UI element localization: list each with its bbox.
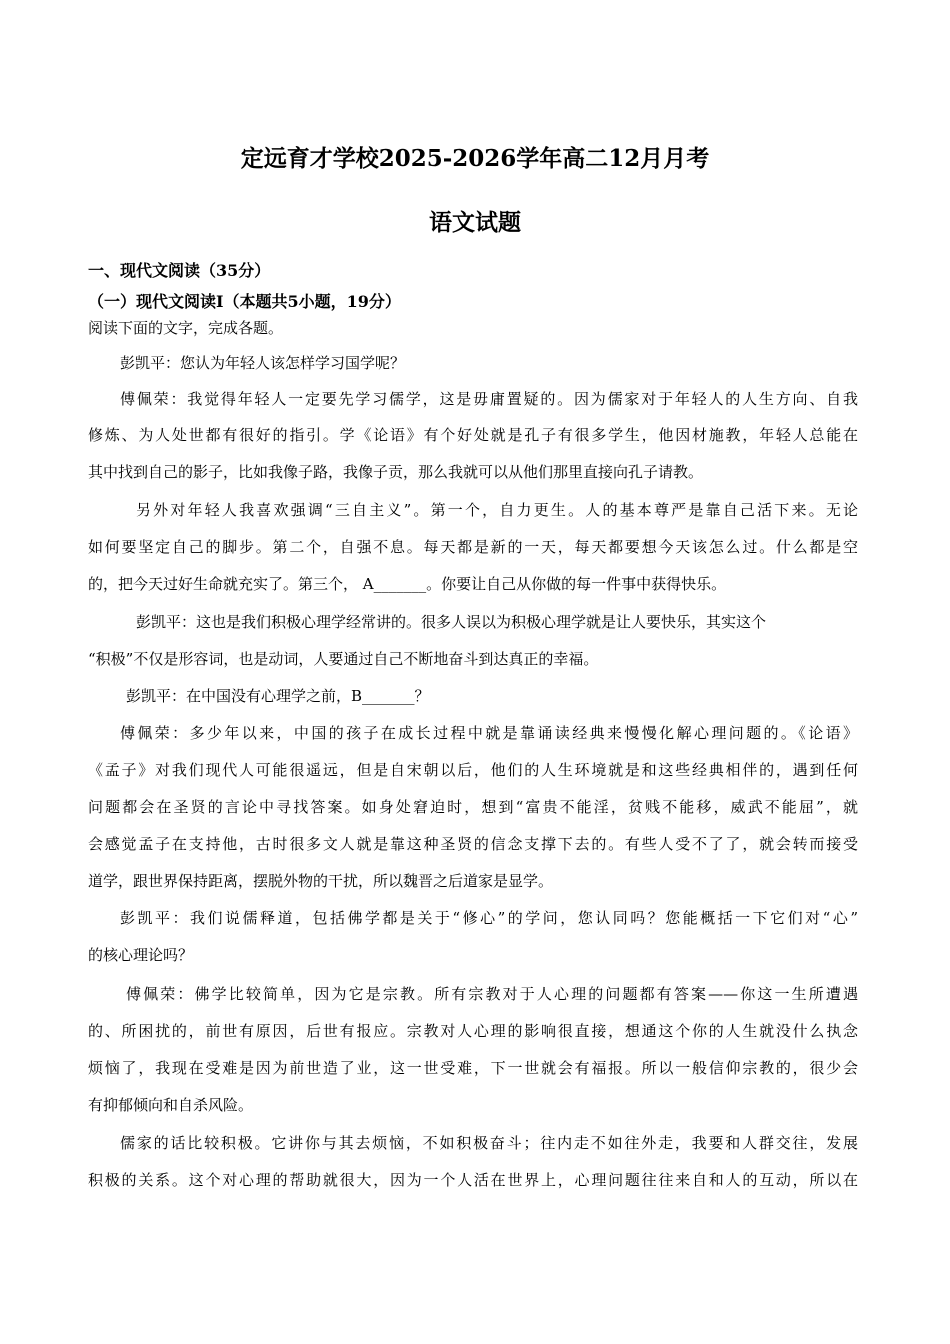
exam-subtitle: 语文试题 [429,209,521,236]
passage-line: 傅佩荣：多少年以来，中国的孩子在成长过程中就是靠诵读经典来慢慢化解心理问题的。《论语》 [120,724,858,742]
passage-line: 其中找到自己的影子，比如我像子路，我像子贡，那么我就可以从他们那里直接向孔子请教。 [88,463,704,481]
passage-line: 积极的关系。这个对心理的帮助就很大，因为一个人活在世界上，心理问题往往来自和人的互动，所以在 [88,1171,858,1189]
passage-line: 问题都会在圣贤的言论中寻找答案。如身处窘迫时，想到“富贵不能淫，贫贱不能移，威武不能屈”，就 [88,798,858,816]
passage-line: 烦恼了，我现在受难是因为前世造了业，这一世受难，下一世就会有福报。所以一般信仰宗教的，很少会 [88,1059,858,1077]
passage-line: 彭凯平：您认为年轻人该怎样学习国学呢？ [120,354,406,372]
section-heading: 一、现代文阅读（35分） [88,261,271,280]
passage-line: 彭凯平：我们说儒释道，包括佛学都是关于“修心”的学问，您认同吗？您能概括一下它们对“心” [120,909,858,927]
passage-line: 有抑郁倾向和自杀风险。 [88,1096,254,1114]
passage-line: 道学，跟世界保持距离，摆脱外物的干扰，所以魏晋之后道家是显学。 [88,872,554,890]
passage-line: 修炼、为人处世都有很好的指引。学《论语》有个好处就是孔子有很多学生，他因材施教，年轻人总能在 [88,426,858,444]
passage-line: 儒家的话比较积极。它讲你与其去烦恼，不如积极奋斗；往内走不如往外走，我要和人群交往，发展 [120,1134,858,1152]
section-subheading: （一）现代文阅读Ⅰ（本题共5小题，19分） [88,292,401,311]
passage-line: 傅佩荣：我觉得年轻人一定要先学习儒学，这是毋庸置疑的。因为儒家对于年轻人的人生方向、自我 [120,390,858,408]
passage-line: 会感觉孟子在支持他，古时很多文人就是靠这种圣贤的信念支撑下去的。有些人受不了了，就会转而接受 [88,835,858,853]
exam-title: 定远育才学校2025-2026学年高二12月月考 [240,145,710,172]
instruction-text: 阅读下面的文字，完成各题。 [88,319,284,337]
passage-line: 傅佩荣：佛学比较简单，因为它是宗教。所有宗教对于人心理的问题都有答案——你这一生所遭遇 [126,985,858,1003]
passage-line: 彭凯平：在中国没有心理学之前，B_______？ [126,687,430,705]
passage-line: “积极”不仅是形容词，也是动词，人要通过自己不断地奋斗到达真正的幸福。 [88,650,599,668]
passage-line: 彭凯平：这也是我们积极心理学经常讲的。很多人误以为积极心理学就是让人要快乐，其实这个 [136,613,767,631]
passage-line: 另外对年轻人我喜欢强调“三自主义”。第一个，自力更生。人的基本尊严是靠自己活下来。无论 [136,501,858,519]
passage-line: 的核心理论吗？ [88,946,194,964]
passage-line: 的、所困扰的，前世有原因，后世有报应。宗教对人心理的影响很直接，想通这个你的人生就没什么执念 [88,1022,858,1040]
passage-line: 如何要坚定自己的脚步。第二个，自强不息。每天都是新的一天，每天都要想今天该怎么过。什么都是空 [88,538,858,556]
passage-line: 的，把今天过好生命就充实了。第三个， A_______。你要让自己从你做的每一件事中获得快乐。 [88,575,727,593]
passage-line: 《孟子》对我们现代人可能很遥远，但是自宋朝以后，他们的人生环境就是和这些经典相伴的，遇到任何 [88,761,858,779]
